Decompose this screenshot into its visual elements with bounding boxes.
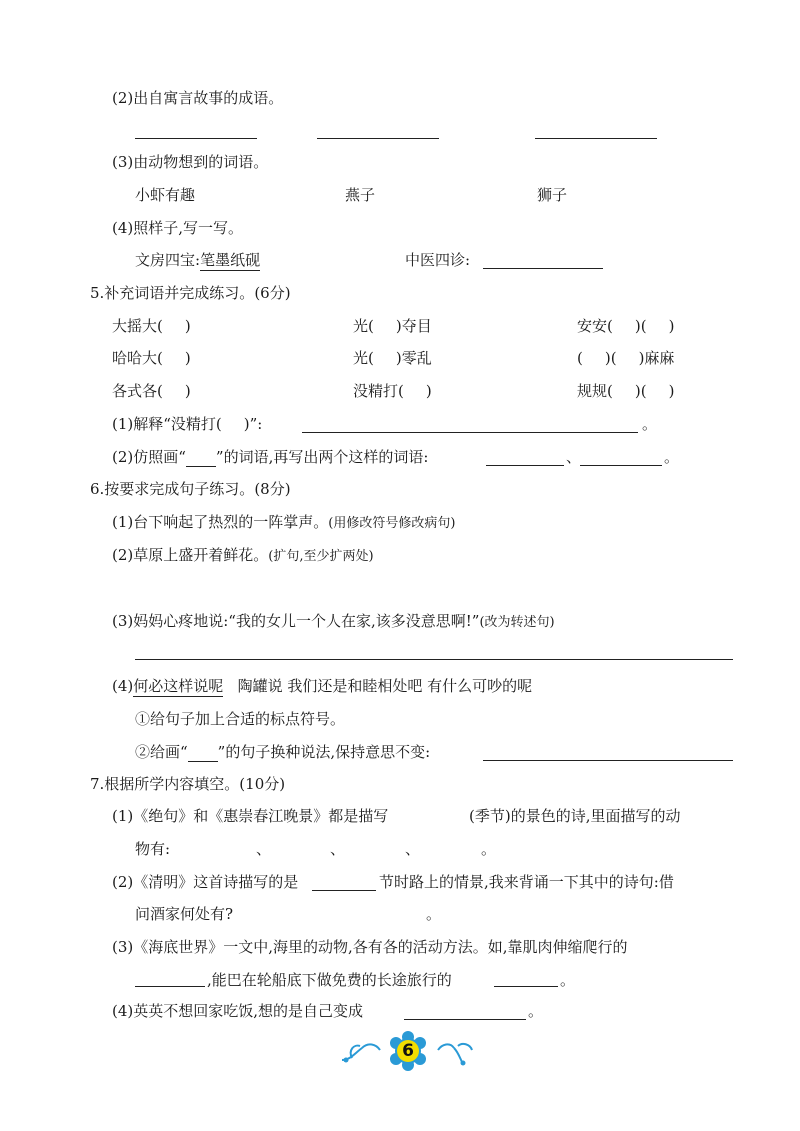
q4-sub4-text: (4)照样子,写一写。 (112, 219, 244, 237)
q7-sub3-b: ,能巴在轮船底下做免费的长途旅行的 (207, 971, 452, 989)
q7-sub4-a: (4)英英不想回家吃饭,想的是自己变成 (112, 1002, 364, 1020)
page-number-badge (388, 1031, 428, 1071)
q7-sub3-blank-1[interactable] (135, 986, 205, 987)
page-number: 6 (402, 1041, 414, 1061)
q5-sub2-end: 。 (664, 448, 680, 466)
q5-row2-word3: ( )( )麻麻 (577, 349, 675, 367)
q6-sub4-underlined: 何必这样说呢 (133, 677, 224, 695)
q6-sub4-a: ①给句子加上合适的标点符号。 (135, 710, 346, 728)
q6-sub3: (3)妈妈心疼地说:“我的女儿一个人在家,该多没意思啊!”(改为转述句) (112, 612, 555, 630)
q4-sub2-blank-2[interactable] (317, 138, 439, 139)
q7-sub1-sep-1: 、 (256, 840, 272, 858)
q6-title: 6.按要求完成句子练习。(8分) (90, 480, 291, 498)
q6-sub4: (4)何必这样说呢 陶罐说 我们还是和睦相处吧 有什么可吵的呢 (112, 677, 533, 695)
q5-sub2: (2)仿照画“ ”的词语,再写出两个这样的词语: (112, 448, 429, 466)
q5-row3-word3: 规规( )( ) (577, 382, 675, 400)
q4-sub4-task: 中医四诊: (405, 251, 471, 269)
q7-sub2-c: 问酒家何处有? (135, 905, 234, 923)
q5-sub1-end: 。 (642, 415, 658, 433)
q7-sub4-blank[interactable] (404, 1019, 526, 1020)
q5-sub2-sample-underline (186, 450, 216, 467)
q5-title: 5.补充词语并完成练习。(6分) (90, 284, 291, 302)
q7-title: 7.根据所学内容填空。(10分) (90, 775, 286, 793)
q5-sub2-blank-1[interactable] (486, 465, 564, 466)
q7-sub3-end: 。 (560, 971, 576, 989)
q6-sub2: (2)草原上盛开着鲜花。(扩句,至少扩两处) (112, 546, 374, 564)
q4-sub4-example (135, 250, 260, 270)
q7-sub2-a: (2)《清明》这首诗描写的是 (112, 873, 299, 891)
q7-sub3-a: (3)《海底世界》一文中,海里的动物,各有各的活动方法。如,靠肌肉伸缩爬行的 (112, 938, 628, 956)
sprout-right-icon (432, 1038, 478, 1068)
q7-sub1-b: (季节)的景色的诗,里面描写的动 (469, 807, 681, 825)
q7-sub2-b: 节时路上的情景,我来背诵一下其中的诗句:借 (379, 873, 674, 891)
q5-row1-word2: 光( )夺目 (353, 317, 432, 335)
q7-sub2-end: 。 (426, 905, 442, 923)
q6-sub4-b: ②给画“ ”的句子换种说法,保持意思不变: (135, 743, 431, 761)
q5-sub2-blank-2[interactable] (580, 465, 662, 466)
q7-sub1-a: (1)《绝句》和《惠崇春江晚景》都是描写 (112, 807, 389, 825)
q4-sub4-example-value: 笔墨纸砚 (200, 251, 261, 269)
q5-row3-word2: 没精打( ) (353, 382, 432, 400)
q4-sub3-text: (3)由动物想到的词语。 (112, 153, 269, 171)
q6-sub3-answer-line[interactable] (135, 659, 733, 660)
q7-sub2-blank[interactable] (312, 890, 376, 891)
q5-row1-word3: 安安( )( ) (577, 317, 675, 335)
q6-sub1: (1)台下响起了热烈的一阵掌声。(用修改符号修改病句) (112, 513, 456, 531)
q6-sub4-b-blank[interactable] (483, 760, 733, 761)
q4-sub2-blank-3[interactable] (535, 138, 657, 139)
q7-sub1-end: 。 (481, 840, 497, 858)
q4-sub2-text: (2)出自寓言故事的成语。 (112, 89, 284, 107)
q4-sub3-word-1: 小虾有趣 (135, 186, 196, 204)
q7-sub1-sep-3: 、 (405, 840, 421, 858)
sprout-left-icon (340, 1038, 386, 1068)
q5-row2-word2: 光( )零乱 (353, 349, 432, 367)
q6-sub4-b-sample-underline (188, 745, 218, 762)
q7-sub1-c: 物有: (135, 840, 171, 858)
q5-sub1-blank[interactable] (302, 432, 638, 433)
q4-sub3-word-3: 狮子 (537, 186, 568, 204)
q4-sub4-blank[interactable] (483, 268, 603, 269)
q5-row3-word1: 各式各( ) (112, 382, 191, 400)
q5-sub2-sep: 、 (566, 448, 582, 466)
q5-row1-word1: 大摇大( ) (112, 317, 191, 335)
q4-sub2-blank-1[interactable] (135, 138, 257, 139)
q7-sub3-blank-2[interactable] (494, 986, 558, 987)
q5-row2-word1: 哈哈大( ) (112, 349, 191, 367)
q7-sub1-sep-2: 、 (330, 840, 346, 858)
q5-sub1: (1)解释“没精打( )”: (112, 415, 263, 433)
q4-sub3-word-2: 燕子 (345, 186, 376, 204)
q4-sub4-example-label: 文房四宝: (135, 251, 201, 269)
q7-sub4-end: 。 (528, 1002, 544, 1020)
